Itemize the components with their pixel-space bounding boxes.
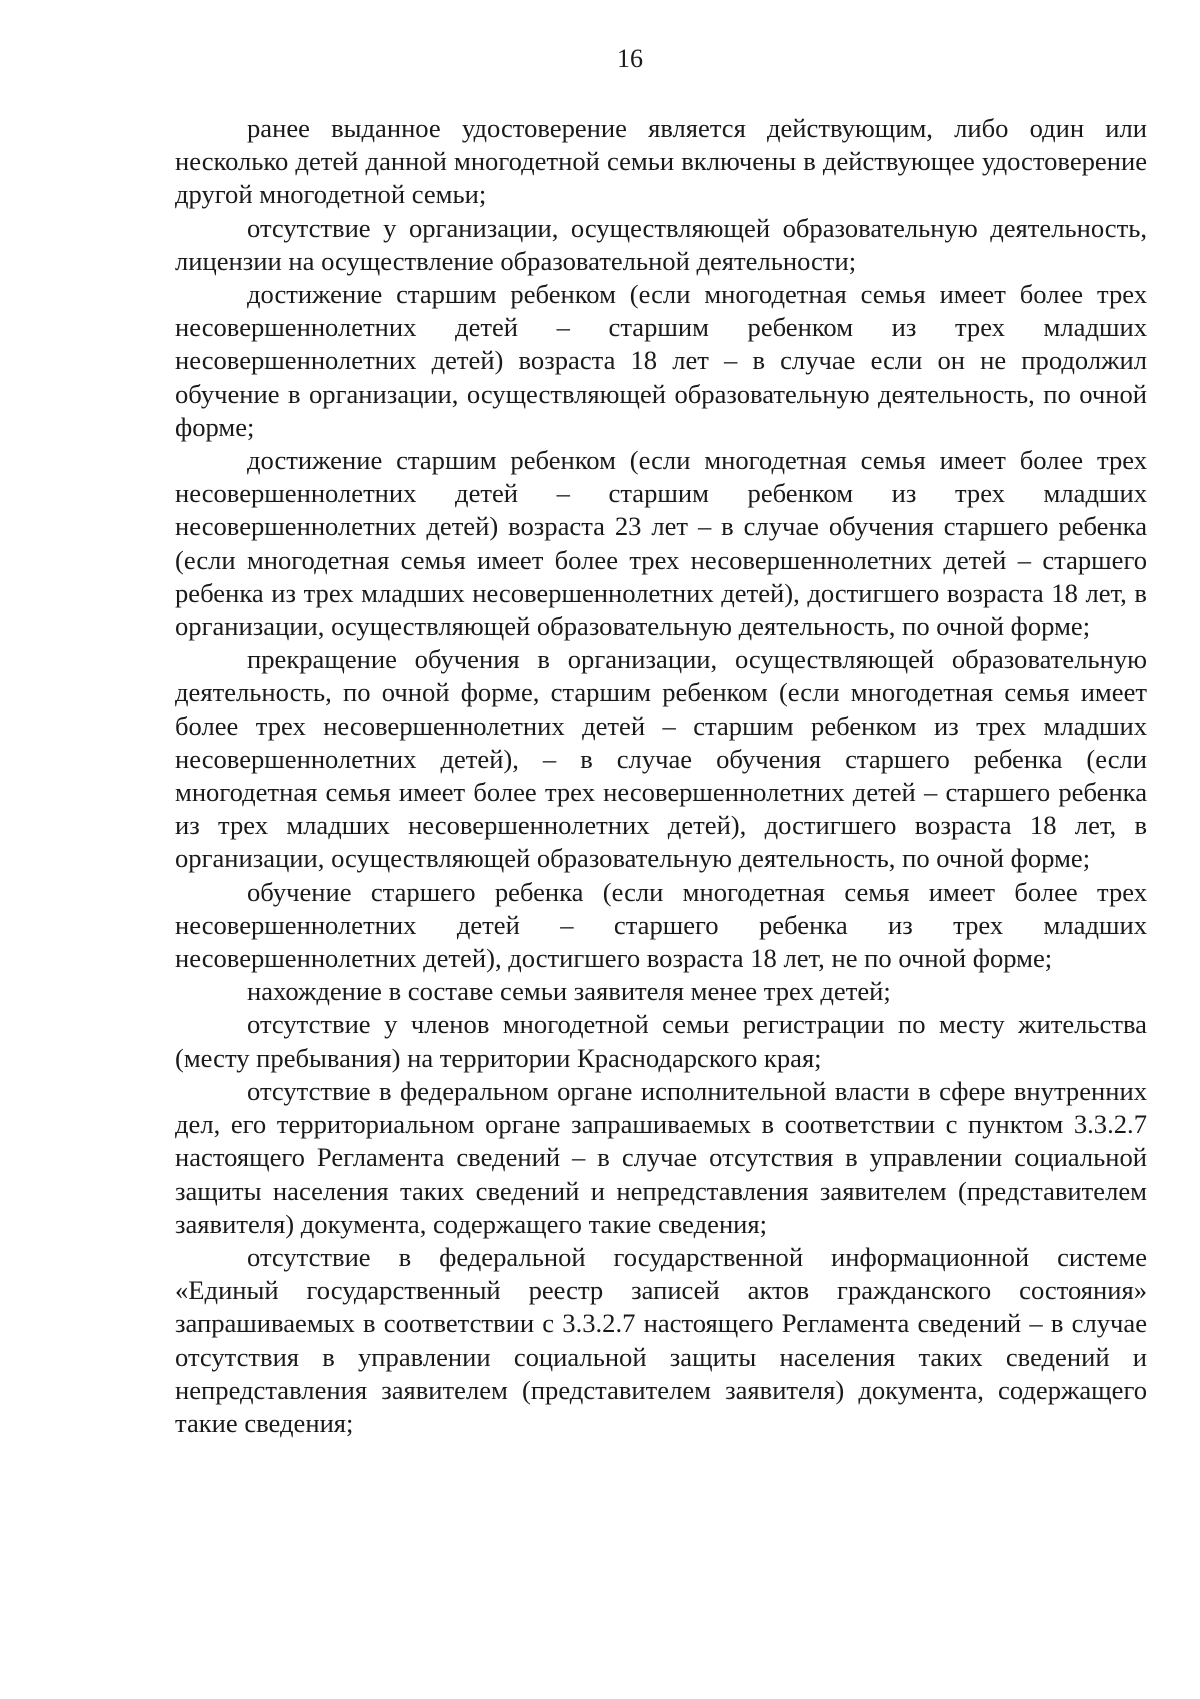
paragraph-4: достижение старшим ребенком (если многодетная семья имеет более трех несовершеннолетних детей – старшим ребенком из трех младших несовершеннолетних детей) возраста 23 лет – в случае обучения старшего ребенка (если многодетная семья имеет более трех несовершеннолетних детей – старшего ребенка из трех младших несовершеннолетних детей), достигшего возраста 18 лет, в организации, осуществляющей образовательную деятельность, по очной форме; bbox=[175, 445, 1147, 642]
paragraph-1: ранее выданное удостоверение является действующим, либо один или несколько детей данной многодетной семьи включены в действующее удостоверение другой многодетной семьи; bbox=[175, 113, 1147, 210]
paragraph-8: отсутствие у членов многодетной семьи регистрации по месту жительства (месту пребывания) на территории Краснодарского края; bbox=[175, 1009, 1147, 1073]
paragraph-5: прекращение обучения в организации, осуществляющей образовательную деятельность, по очной форме, старшим ребенком (если многодетная семья имеет более трех несовершеннолетних детей – старшим ребенком из трех младших несовершеннолетних детей), – в случае обучения старшего ребенка (если многодетная семья имеет более трех несовершеннолетних детей – старшего ребенка из трех младших несовершеннолетних детей), достигшего возраста 18 лет, в организации, осуществляющей образовательную деятельность, по очной форме; bbox=[175, 644, 1147, 874]
paragraph-2: отсутствие у организации, осуществляющей образовательную деятельность, лицензии на осуществление образовательной деятельности; bbox=[175, 212, 1147, 276]
paragraph-10: отсутствие в федеральной государственной информационной системе «Единый государственный реестр записей актов гражданского состояния» запрашиваемых в соответствии с 3.3.2.7 настоящего Регламента сведений – в случае отсутствия в управлении социальной защиты населения таких сведений и непредставления заявителем (представителем заявителя) документа, содержащего такие сведения; bbox=[175, 1241, 1147, 1438]
paragraph-3: достижение старшим ребенком (если многодетная семья имеет более трех несовершеннолетних детей – старшим ребенком из трех младших несовершеннолетних детей) возраста 18 лет – в случае если он не продолжил обучение в организации, осуществляющей образовательную деятельность, по очной форме; bbox=[175, 279, 1147, 442]
paragraph-7: нахождение в составе семьи заявителя менее трех детей; bbox=[247, 976, 891, 1007]
page-number: 16 bbox=[617, 44, 643, 73]
document-body bbox=[175, 112, 1147, 1440]
paragraph-6: обучение старшего ребенка (если многодетная семья имеет более трех несовершеннолетних детей – старшего ребенка из трех младших несовершеннолетних детей), достигшего возраста 18 лет, не по очной форме; bbox=[175, 876, 1147, 974]
paragraph-9: отсутствие в федеральном органе исполнительной власти в сфере внутренних дел, его территориальном органе запрашиваемых в соответствии с пунктом 3.3.2.7 настоящего Регламента сведений – в случае отсутствия в управлении социальной защиты населения таких сведений и непредставления заявителем (представителем заявителя) документа, содержащего такие сведения; bbox=[175, 1075, 1147, 1239]
